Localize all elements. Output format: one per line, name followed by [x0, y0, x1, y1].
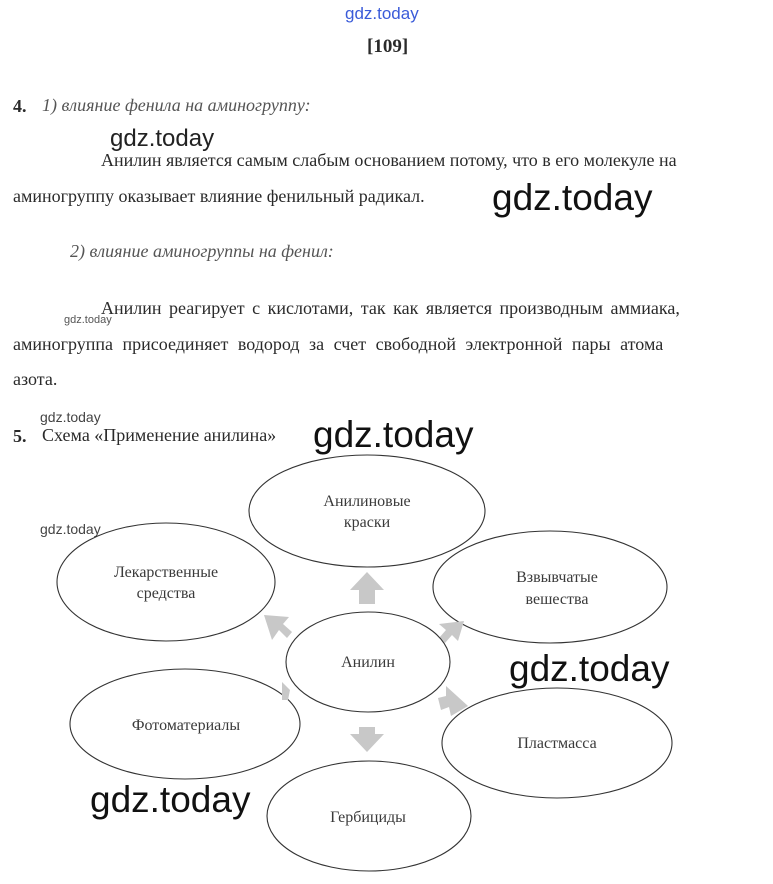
- task4-number: 4.: [13, 96, 27, 116]
- watermark: gdz.today: [40, 521, 101, 537]
- task4-para2-line3: азота.: [13, 369, 58, 389]
- node-herbicides-label: Гербициды: [330, 809, 406, 826]
- node-ellipse-explosives: [433, 531, 667, 643]
- node-photomaterials-label: Фотоматериалы: [131, 717, 241, 734]
- arrow-up-icon: [350, 572, 384, 604]
- node-medicines-line2: средства: [136, 585, 196, 602]
- node-ellipse-medicines: [57, 523, 275, 641]
- node-dyes-line1: Анилиновые: [323, 493, 411, 510]
- node-ellipse-dyes: [249, 455, 485, 567]
- node-medicines-line1: Лекарственные: [113, 564, 219, 581]
- arrow-upper-left-icon: [264, 615, 292, 640]
- node-explosives-line2: вешества: [525, 591, 589, 608]
- task4-heading1: 1) влияние фенила на аминогруппу:: [42, 95, 311, 115]
- page-number: [109]: [367, 36, 409, 57]
- arrow-upper-right-icon: [439, 621, 464, 643]
- watermark: gdz.today: [110, 125, 215, 152]
- node-plastics-label: Пластмасса: [517, 735, 597, 752]
- center-label: Анилин: [341, 654, 395, 671]
- task4-para1-line1: Анилин является самым слабым основанием потому, что в его молекуле на: [101, 150, 677, 170]
- watermark: gdz.today: [509, 648, 670, 689]
- watermark: gdz.today: [90, 779, 251, 820]
- task5-number: 5.: [13, 426, 27, 446]
- watermark: gdz.today: [64, 314, 112, 326]
- task4-para1-line2: аминогруппу оказывает влияние фенильный радикал.: [13, 186, 425, 206]
- watermark: gdz.today: [313, 414, 474, 455]
- node-explosives-line1: Взвывчатые: [516, 569, 598, 586]
- task5-title: Схема «Применение анилина»: [42, 425, 277, 445]
- task4-para2-line1: Анилин реагирует с кислотами, так как является производным аммиака,: [101, 298, 680, 318]
- arrow-lower-left-icon: [282, 682, 290, 700]
- header-site-watermark: gdz.today: [345, 4, 419, 23]
- arrow-down-icon: [350, 727, 384, 752]
- task4-heading2: 2) влияние аминогруппы на фенил:: [70, 241, 334, 261]
- watermark: gdz.today: [492, 177, 653, 218]
- task4-para2-line2: аминогруппа присоединяет водород за счет свободной электронной пары атома: [13, 334, 664, 354]
- node-dyes-line2: краски: [343, 514, 391, 531]
- watermark: gdz.today: [40, 409, 101, 425]
